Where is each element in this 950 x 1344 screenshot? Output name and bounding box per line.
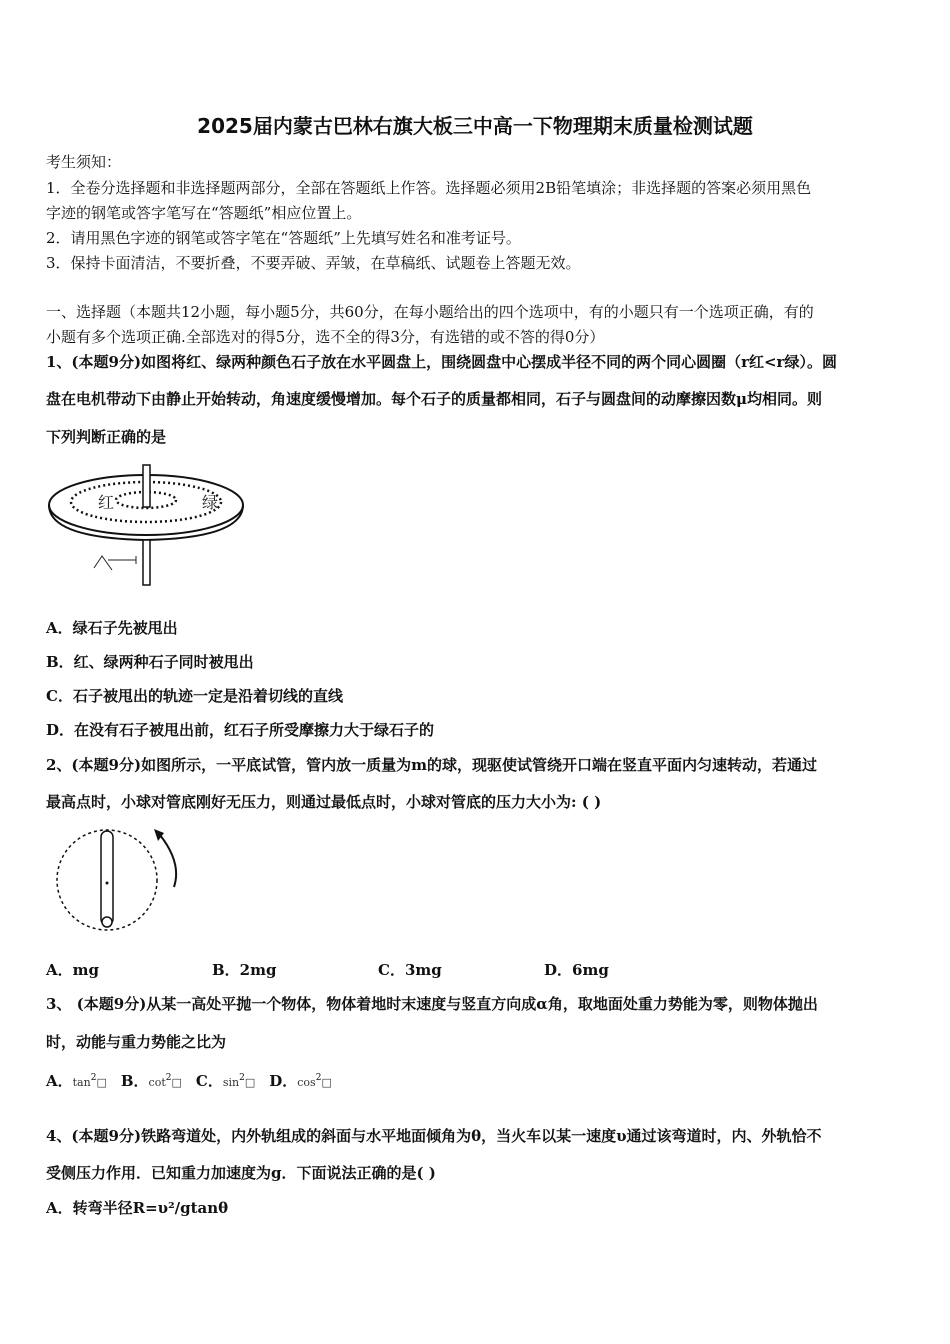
section-heading-line-2: 小题有多个选项正确.全部选对的得5分，选不全的得3分，有选错的或不答的得0分） [46, 328, 605, 346]
q2-stem-line-1: 2、(本题9分)如图所示，一平底试管，管内放一质量为m的球，现驱使试管绕开口端在竖直平面内匀速转动，若通过 [46, 756, 817, 774]
q2-option-c: C．3mg [378, 961, 442, 979]
q1-option-a: A．绿石子先被甩出 [46, 619, 178, 637]
q3-option-d-sup: 2 [315, 1073, 322, 1083]
q3-option-b-expr: cot [148, 1076, 166, 1089]
q1-red-label: 红 [98, 493, 115, 512]
q1-stem-line-3: 下列判断正确的是 [46, 428, 167, 446]
q3-option-a-box: □ [96, 1076, 107, 1089]
q3-stem-line-1: 3、 (本题9分)从某一高处平抛一个物体，物体着地时末速度与竖直方向成α角，取地面处重力势能为零，则物体抛出 [46, 995, 818, 1013]
q3-stem-line-2: 时，动能与重力势能之比为 [46, 1033, 227, 1051]
q3-options [46, 1068, 906, 1093]
notice-heading: 考生须知： [46, 153, 122, 171]
q4-stem-line-1: 4、(本题9分)铁路弯道处，内外轨组成的斜面与水平地面倾角为θ，当火车以某一速度υ通过该弯道时，内、外轨恰不 [46, 1127, 822, 1145]
q3-option-c-sup: 2 [239, 1073, 245, 1083]
q1-turntable-figure [46, 460, 251, 590]
notice-item-1: 1．全卷分选择题和非选择题两部分，全部在答题纸上作答。选择题必须用2B铅笔填涂；非选择题的答案必须用黑色 [46, 179, 812, 197]
q3-option-c-expr: sin [222, 1076, 240, 1089]
q3-option-d-label: D． [269, 1072, 298, 1090]
q2-test-tube-figure [52, 825, 182, 935]
notice-item-1-cont: 字迹的钢笔或答字笔写在“答题纸”相应位置上。 [46, 204, 362, 222]
q3-option-c-box: □ [244, 1076, 256, 1089]
q1-stem-line-1: 1、(本题9分)如图将红、绿两种颜色石子放在水平圆盘上，围绕圆盘中心摆成半径不同的两个同心圆圈（r红<r绿）。圆 [46, 353, 837, 371]
q2-stem-line-2: 最高点时，小球对管底刚好无压力，则通过最低点时，小球对管底的压力大小为: ( ) [46, 793, 602, 811]
q2-option-b: B．2mg [212, 961, 277, 979]
q1-stem-line-2: 盘在电机带动下由静止开始转动，角速度缓慢增加。每个石子的质量都相同，石子与圆盘间的动摩擦因数μ均相同。则 [46, 390, 822, 408]
q1-option-b: B．红、绿两种石子同时被甩出 [46, 653, 254, 671]
q3-option-a-label: A． [46, 1072, 73, 1090]
q2-options [46, 960, 906, 980]
q3-option-b-box: □ [171, 1076, 182, 1089]
q4-stem-line-2: 受侧压力作用．已知重力加速度为g．下面说法正确的是( ) [46, 1164, 436, 1182]
q3-option-c-label: C． [195, 1072, 223, 1090]
q1-option-d: D．在没有石子被甩出前，红石子所受摩擦力大于绿石子的 [46, 721, 435, 739]
q1-option-c: C．石子被甩出的轨迹一定是沿着切线的直线 [46, 687, 343, 705]
page-title: 2025届内蒙古巴林右旗大板三中高一下物理期末质量检测试题 [197, 114, 753, 138]
q1-green-label: 绿 [202, 493, 219, 512]
q3-option-d-expr: cos [297, 1076, 316, 1089]
notice-item-2: 2．请用黑色字迹的钢笔或答字笔在“答题纸”上先填写姓名和准考证号。 [46, 229, 521, 247]
q2-option-a: A．mg [46, 961, 99, 979]
q3-option-b-label: B． [120, 1072, 149, 1090]
section-heading-line-1: 一、选择题（本题共12小题，每小题5分，共60分，在每小题给出的四个选项中，有的小题只有一个选项正确，有的 [46, 303, 814, 321]
q2-option-d: D．6mg [544, 961, 609, 979]
notice-item-3: 3．保持卡面清洁，不要折叠，不要弄破、弄皱，在草稿纸、试题卷上答题无效。 [46, 254, 581, 272]
q3-option-d-box: □ [321, 1076, 332, 1089]
q3-option-b-sup: 2 [165, 1073, 172, 1083]
q3-option-a-sup: 2 [90, 1073, 97, 1083]
q4-option-a: A．转弯半径R=υ²/gtanθ [46, 1199, 229, 1217]
q3-option-a-expr: tan [72, 1076, 91, 1089]
